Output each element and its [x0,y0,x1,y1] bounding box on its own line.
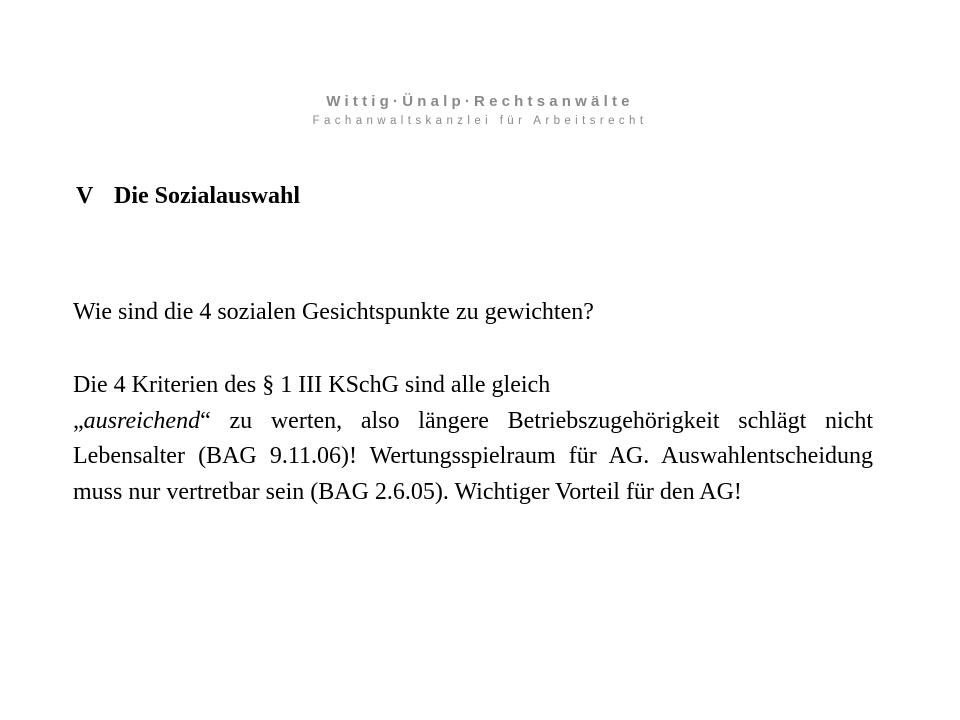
section-numeral: V [76,183,94,209]
answer-paragraph [73,368,873,510]
answer-emphasis: ausreichend [83,407,201,434]
answer-rest: zu werten, also längere Betriebszugehörigkeit schlägt nicht Lebensalter (BAG 9.11.06)! Wertungsspielraum für AG. Auswahlentscheidung muss nur vertretbar sein (BAG 2.6.05). Wichtiger Vorteil für den AG! [73,407,873,505]
question-text: Wie sind die 4 sozialen Gesichtspunkte zu gewichten? [73,299,594,325]
slide-title [76,180,300,212]
close-quote: “ [200,407,211,434]
firm-header [0,92,960,129]
answer-line-1: Die 4 Kriterien des § 1 III KSchG sind alle gleich [73,372,551,398]
firm-subtitle: Fachanwaltskanzlei für Arbeitsrecht [312,115,648,127]
firm-name: Wittig·Ünalp·Rechtsanwälte [326,93,634,110]
section-title: Die Sozialauswahl [114,183,301,209]
open-quote: „ [73,407,84,434]
